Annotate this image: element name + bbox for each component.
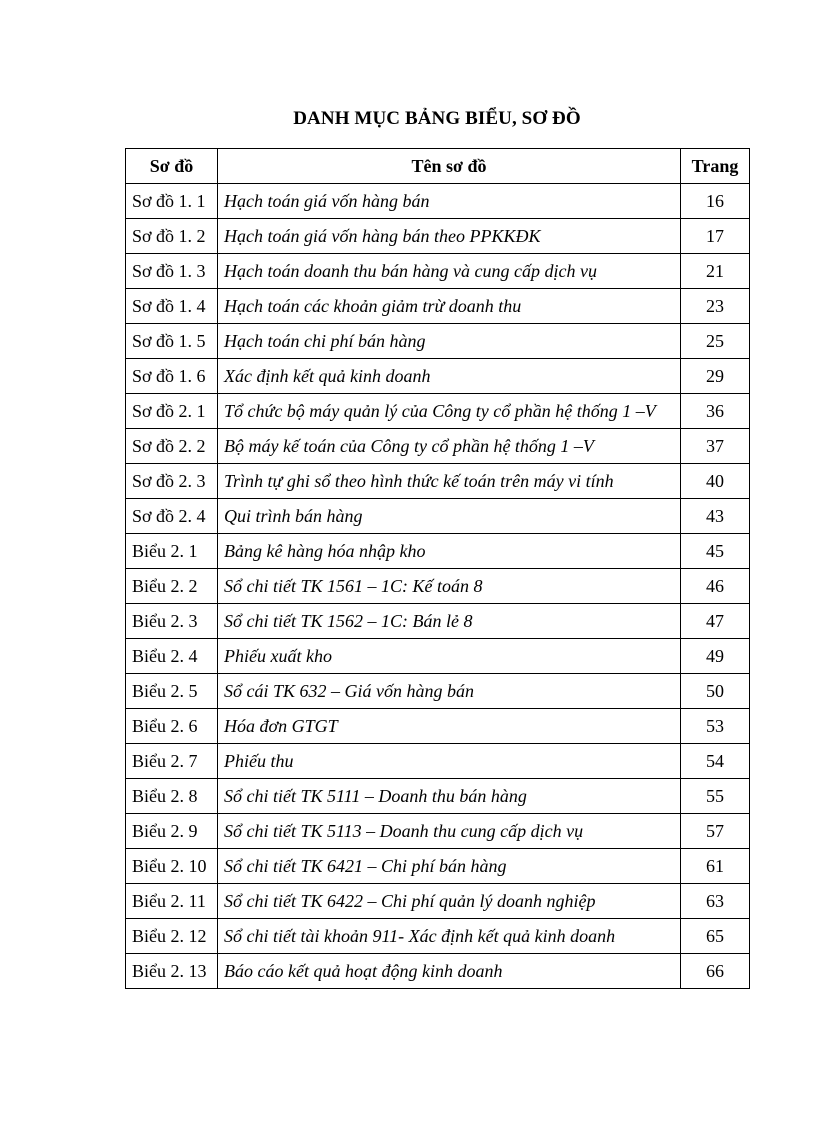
row-name: Sổ chi tiết TK 1561 – 1C: Kế toán 8	[218, 569, 681, 604]
table-row	[126, 709, 750, 744]
row-page: 54	[681, 744, 750, 779]
table-row	[126, 639, 750, 674]
row-name: Phiếu xuất kho	[218, 639, 681, 674]
row-page: 43	[681, 499, 750, 534]
table-row	[126, 534, 750, 569]
row-label: Sơ đồ 2. 1	[126, 394, 218, 429]
table-row	[126, 849, 750, 884]
table-row	[126, 954, 750, 989]
row-name: Hóa đơn GTGT	[218, 709, 681, 744]
row-name: Tổ chức bộ máy quản lý của Công ty cổ phần hệ thống 1 –V	[218, 394, 681, 429]
row-name: Sổ chi tiết TK 1562 – 1C: Bán lẻ 8	[218, 604, 681, 639]
row-label: Biểu 2. 9	[126, 814, 218, 849]
row-name: Sổ chi tiết TK 6421 – Chi phí bán hàng	[218, 849, 681, 884]
row-name: Hạch toán giá vốn hàng bán theo PPKKĐK	[218, 219, 681, 254]
row-page: 63	[681, 884, 750, 919]
row-label: Sơ đồ 2. 4	[126, 499, 218, 534]
table-row	[126, 779, 750, 814]
table-row	[126, 884, 750, 919]
row-name: Sổ cái TK 632 – Giá vốn hàng bán	[218, 674, 681, 709]
row-page: 17	[681, 219, 750, 254]
table-row	[126, 604, 750, 639]
row-page: 66	[681, 954, 750, 989]
row-label: Biểu 2. 3	[126, 604, 218, 639]
row-label: Biểu 2. 4	[126, 639, 218, 674]
row-name: Hạch toán các khoản giảm trừ doanh thu	[218, 289, 681, 324]
table-row	[126, 674, 750, 709]
row-page: 46	[681, 569, 750, 604]
row-page: 50	[681, 674, 750, 709]
row-label: Biểu 2. 11	[126, 884, 218, 919]
row-page: 40	[681, 464, 750, 499]
row-label: Sơ đồ 1. 6	[126, 359, 218, 394]
row-name: Bộ máy kế toán của Công ty cổ phần hệ thống 1 –V	[218, 429, 681, 464]
table-row	[126, 359, 750, 394]
row-label: Sơ đồ 2. 2	[126, 429, 218, 464]
row-label: Biểu 2. 8	[126, 779, 218, 814]
row-page: 37	[681, 429, 750, 464]
row-label: Sơ đồ 1. 1	[126, 184, 218, 219]
row-page: 25	[681, 324, 750, 359]
row-name: Hạch toán doanh thu bán hàng và cung cấp dịch vụ	[218, 254, 681, 289]
row-name: Sổ chi tiết TK 5113 – Doanh thu cung cấp dịch vụ	[218, 814, 681, 849]
table-row	[126, 254, 750, 289]
row-name: Hạch toán chi phí bán hàng	[218, 324, 681, 359]
row-page: 65	[681, 919, 750, 954]
row-label: Biểu 2. 7	[126, 744, 218, 779]
table-row	[126, 219, 750, 254]
header-page: Trang	[681, 149, 750, 184]
table-row	[126, 324, 750, 359]
row-name: Sổ chi tiết TK 6422 – Chi phí quản lý doanh nghiệp	[218, 884, 681, 919]
table-row	[126, 184, 750, 219]
row-page: 45	[681, 534, 750, 569]
table-row	[126, 814, 750, 849]
row-page: 29	[681, 359, 750, 394]
row-page: 23	[681, 289, 750, 324]
header-name: Tên sơ đồ	[218, 149, 681, 184]
row-page: 36	[681, 394, 750, 429]
row-name: Hạch toán giá vốn hàng bán	[218, 184, 681, 219]
row-name: Sổ chi tiết TK 5111 – Doanh thu bán hàng	[218, 779, 681, 814]
row-label: Sơ đồ 1. 2	[126, 219, 218, 254]
row-label: Sơ đồ 2. 3	[126, 464, 218, 499]
row-name: Phiếu thu	[218, 744, 681, 779]
row-name: Xác định kết quả kinh doanh	[218, 359, 681, 394]
header-diagram: Sơ đồ	[126, 149, 218, 184]
table-row	[126, 394, 750, 429]
table-row	[126, 289, 750, 324]
row-name: Bảng kê hàng hóa nhập kho	[218, 534, 681, 569]
row-label: Biểu 2. 2	[126, 569, 218, 604]
row-page: 55	[681, 779, 750, 814]
row-label: Sơ đồ 1. 5	[126, 324, 218, 359]
row-name: Trình tự ghi sổ theo hình thức kế toán trên máy vi tính	[218, 464, 681, 499]
table-row	[126, 569, 750, 604]
row-page: 47	[681, 604, 750, 639]
table-header-row	[126, 149, 750, 184]
table-row	[126, 744, 750, 779]
row-label: Biểu 2. 12	[126, 919, 218, 954]
row-label: Biểu 2. 5	[126, 674, 218, 709]
row-page: 57	[681, 814, 750, 849]
table-row	[126, 429, 750, 464]
row-label: Biểu 2. 10	[126, 849, 218, 884]
row-page: 53	[681, 709, 750, 744]
table-row	[126, 499, 750, 534]
toc-table	[125, 148, 750, 989]
table-row	[126, 464, 750, 499]
row-label: Biểu 2. 6	[126, 709, 218, 744]
row-page: 61	[681, 849, 750, 884]
row-name: Báo cáo kết quả hoạt động kinh doanh	[218, 954, 681, 989]
row-name: Qui trình bán hàng	[218, 499, 681, 534]
row-label: Biểu 2. 1	[126, 534, 218, 569]
table-row	[126, 919, 750, 954]
row-label: Biểu 2. 13	[126, 954, 218, 989]
row-name: Sổ chi tiết tài khoản 911- Xác định kết quả kinh doanh	[218, 919, 681, 954]
row-page: 49	[681, 639, 750, 674]
row-page: 16	[681, 184, 750, 219]
row-page: 21	[681, 254, 750, 289]
row-label: Sơ đồ 1. 3	[126, 254, 218, 289]
page-title: DANH MỤC BẢNG BIỂU, SƠ ĐỒ	[293, 108, 581, 129]
row-label: Sơ đồ 1. 4	[126, 289, 218, 324]
